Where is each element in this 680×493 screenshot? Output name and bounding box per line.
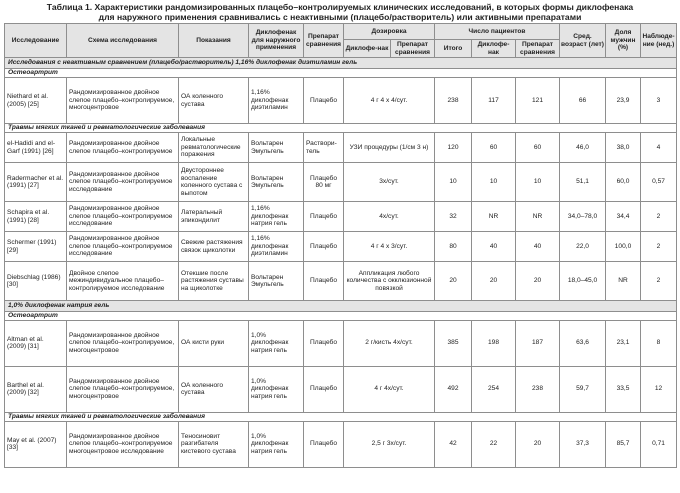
cell-comparator: Плацебо <box>304 78 344 124</box>
cell-design: Двойное слепое межиндивидуальное плацебо–контролируемое исследование <box>67 262 179 301</box>
cell-n-diclofenac: 22 <box>472 421 516 467</box>
header-dosage-comparator: Препарат сравнения <box>391 40 435 58</box>
table-row <box>5 366 677 412</box>
cell-male: 100,0 <box>606 232 641 262</box>
cell-study: Schermer (1991) [29] <box>5 232 67 262</box>
cell-weeks: 3 <box>641 78 677 124</box>
cell-indication: Отекшие после растяжения суставы на щиколотке <box>179 262 249 301</box>
cell-total: 80 <box>435 232 472 262</box>
cell-age: 63,6 <box>560 320 606 366</box>
cell-n-comparator: NR <box>516 202 560 232</box>
header-patients-comparator: Препарат сравнения <box>516 40 560 58</box>
cell-study: Niethard et al. (2005) [25] <box>5 78 67 124</box>
cell-indication: Свежие растяжения связок щиколотки <box>179 232 249 262</box>
cell-weeks: 0,71 <box>641 421 677 467</box>
table-row <box>5 78 677 124</box>
cell-weeks: 2 <box>641 232 677 262</box>
cell-comparator: Плацебо 80 мг <box>304 163 344 202</box>
cell-diclofenac: Вольтарен Эмульгель <box>249 262 304 301</box>
cell-comparator: Плацебо <box>304 262 344 301</box>
cell-dosage: Аппликация любого количества с окклюзионной повязкой <box>344 262 435 301</box>
cell-male: 85,7 <box>606 421 641 467</box>
cell-weeks: 0,57 <box>641 163 677 202</box>
table-row <box>5 262 677 301</box>
cell-comparator: Раствори-тель <box>304 133 344 163</box>
section-heading: Исследования с неактивным сравнением (плацебо/растворитель) 1,16% диклофенак диэтиламин гель <box>5 58 677 69</box>
cell-indication: ОА коленного сустава <box>179 366 249 412</box>
header-dosage-diclofenac: Диклофе-нак <box>344 40 391 58</box>
cell-study: Radermacher et al. (1991) [27] <box>5 163 67 202</box>
cell-n-comparator: 238 <box>516 366 560 412</box>
cell-n-comparator: 20 <box>516 262 560 301</box>
studies-table <box>4 23 677 468</box>
cell-total: 385 <box>435 320 472 366</box>
cell-total: 492 <box>435 366 472 412</box>
cell-total: 10 <box>435 163 472 202</box>
cell-design: Рандомизированное двойное слепое плацебо–контролируемое исследование <box>67 232 179 262</box>
header-patients-total: Итого <box>435 40 472 58</box>
cell-design: Рандомизированное двойное слепое плацебо–контролируемое, многоцентровое <box>67 366 179 412</box>
cell-age: 18,0–45,0 <box>560 262 606 301</box>
cell-study: May et al. (2007) [33] <box>5 421 67 467</box>
cell-male: 33,5 <box>606 366 641 412</box>
cell-indication: Локальные ревматологические поражения <box>179 133 249 163</box>
cell-dosage: 4 г 4 х 4/сут. <box>344 78 435 124</box>
cell-male: 60,0 <box>606 163 641 202</box>
cell-indication: Латеральный эпикондилит <box>179 202 249 232</box>
cell-n-diclofenac: 254 <box>472 366 516 412</box>
cell-total: 32 <box>435 202 472 232</box>
section-heading: 1,0% диклофенак натрия гель <box>5 301 677 312</box>
cell-diclofenac: 1,16% диклофенак диэтиламин <box>249 232 304 262</box>
cell-age: 66 <box>560 78 606 124</box>
cell-n-diclofenac: 10 <box>472 163 516 202</box>
cell-n-comparator: 20 <box>516 421 560 467</box>
cell-total: 120 <box>435 133 472 163</box>
cell-n-diclofenac: 60 <box>472 133 516 163</box>
cell-design: Рандомизированное двойное слепое плацебо–контролируемое, многоцентровое <box>67 320 179 366</box>
cell-diclofenac: Вольтарен Эмульгель <box>249 133 304 163</box>
cell-male: 23,1 <box>606 320 641 366</box>
table-row <box>5 232 677 262</box>
header-design: Схема исследования <box>67 24 179 58</box>
cell-dosage: 2,5 г 3x/сут. <box>344 421 435 467</box>
cell-male: 38,0 <box>606 133 641 163</box>
cell-study: Schapira et al. (1991) [28] <box>5 202 67 232</box>
cell-design: Рандомизированное двойное слепое плацебо–контролируемое исследование <box>67 202 179 232</box>
cell-weeks: 2 <box>641 202 677 232</box>
cell-design: Рандомизированное двойное слепое плацебо–контролируемое многоцентровое исследование <box>67 421 179 467</box>
subsection-heading: Остеоартрит <box>5 311 677 320</box>
cell-age: 22,0 <box>560 232 606 262</box>
header-diclofenac: Диклофенак для наружного применения <box>249 24 304 58</box>
cell-total: 20 <box>435 262 472 301</box>
cell-n-comparator: 10 <box>516 163 560 202</box>
table-row <box>5 202 677 232</box>
cell-n-diclofenac: 20 <box>472 262 516 301</box>
cell-weeks: 8 <box>641 320 677 366</box>
cell-indication: Теносиновит разгибателя кистевого сустава <box>179 421 249 467</box>
cell-dosage: 2 г/кисть 4x/сут. <box>344 320 435 366</box>
table-row <box>5 163 677 202</box>
cell-indication: ОА коленного сустава <box>179 78 249 124</box>
header-patients: Число пациентов <box>435 24 560 40</box>
header-followup: Наблюде-ние (нед.) <box>641 24 677 58</box>
cell-male: 34,4 <box>606 202 641 232</box>
subsection-heading: Остеоартрит <box>5 69 677 78</box>
caption-line-2: для наружного применения сравнивались с неактивными (плацебо/растворитель) или активными препаратами <box>98 12 582 22</box>
caption-line-1: Таблица 1. Характеристики рандомизированных плацебо–контролируемых клинических исследований, в которых формы диклофенака <box>46 2 634 12</box>
header-study: Исследование <box>5 24 67 58</box>
cell-study: Barthel et al. (2009) [32] <box>5 366 67 412</box>
cell-n-comparator: 60 <box>516 133 560 163</box>
cell-age: 34,0–78,0 <box>560 202 606 232</box>
header-comparator: Препарат сравнения <box>304 24 344 58</box>
header-indication: Показания <box>179 24 249 58</box>
cell-study: Altman et al. (2009) [31] <box>5 320 67 366</box>
subsection-heading: Травмы мягких тканей и ревматологические заболевания <box>5 412 677 421</box>
cell-dosage: 4x/сут. <box>344 202 435 232</box>
cell-n-comparator: 121 <box>516 78 560 124</box>
cell-comparator: Плацебо <box>304 366 344 412</box>
cell-dosage: 4 г 4x/сут. <box>344 366 435 412</box>
cell-comparator: Плацебо <box>304 320 344 366</box>
cell-weeks: 4 <box>641 133 677 163</box>
cell-diclofenac: 1,16% диклофенак натрия гель <box>249 202 304 232</box>
table-body <box>5 58 677 468</box>
cell-dosage: 3x/сут. <box>344 163 435 202</box>
cell-dosage: 4 г 4 х 3/сут. <box>344 232 435 262</box>
cell-diclofenac: 1,0% диклофенак натрия гель <box>249 320 304 366</box>
cell-age: 51,1 <box>560 163 606 202</box>
cell-age: 46,0 <box>560 133 606 163</box>
cell-design: Рандомизированное двойное слепое плацебо–контролируемое, многоцентровое <box>67 78 179 124</box>
cell-male: 23,9 <box>606 78 641 124</box>
cell-age: 37,3 <box>560 421 606 467</box>
cell-comparator: Плацебо <box>304 202 344 232</box>
cell-dosage: УЗИ процедуры (1/см 3 н) <box>344 133 435 163</box>
cell-weeks: 12 <box>641 366 677 412</box>
cell-n-diclofenac: NR <box>472 202 516 232</box>
cell-comparator: Плацебо <box>304 421 344 467</box>
cell-indication: ОА кисти руки <box>179 320 249 366</box>
cell-comparator: Плацебо <box>304 232 344 262</box>
cell-design: Рандомизированное двойное слепое плацебо–контролируемое <box>67 133 179 163</box>
subsection-heading: Травмы мягких тканей и ревматологические заболевания <box>5 124 677 133</box>
cell-n-diclofenac: 117 <box>472 78 516 124</box>
table-row <box>5 320 677 366</box>
table-row <box>5 421 677 467</box>
cell-indication: Двустороннее воспаление коленного сустава с выпотом <box>179 163 249 202</box>
cell-n-comparator: 187 <box>516 320 560 366</box>
cell-study: Diebschlag (1986) [30] <box>5 262 67 301</box>
header-patients-diclofenac: Диклофе-нак <box>472 40 516 58</box>
cell-weeks: 2 <box>641 262 677 301</box>
cell-design: Рандомизированное двойное слепое плацебо–контролируемое исследование <box>67 163 179 202</box>
table-row <box>5 133 677 163</box>
cell-male: NR <box>606 262 641 301</box>
cell-n-diclofenac: 198 <box>472 320 516 366</box>
cell-study: el-Hadidi and el-Garf (1991) [26] <box>5 133 67 163</box>
cell-total: 238 <box>435 78 472 124</box>
header-dosage: Дозировка <box>344 24 435 40</box>
cell-diclofenac: 1,16% диклофенак диэтиламин <box>249 78 304 124</box>
header-male: Доля мужчин (%) <box>606 24 641 58</box>
cell-diclofenac: 1,0% диклофенак натрия гель <box>249 421 304 467</box>
header-age: Сред. возраст (лет) <box>560 24 606 58</box>
cell-diclofenac: Вольтарен Эмульгель <box>249 163 304 202</box>
cell-n-diclofenac: 40 <box>472 232 516 262</box>
cell-diclofenac: 1,0% диклофенак натрия гель <box>249 366 304 412</box>
table-caption <box>4 2 676 22</box>
table-header <box>5 24 677 58</box>
cell-total: 42 <box>435 421 472 467</box>
cell-age: 59,7 <box>560 366 606 412</box>
cell-n-comparator: 40 <box>516 232 560 262</box>
